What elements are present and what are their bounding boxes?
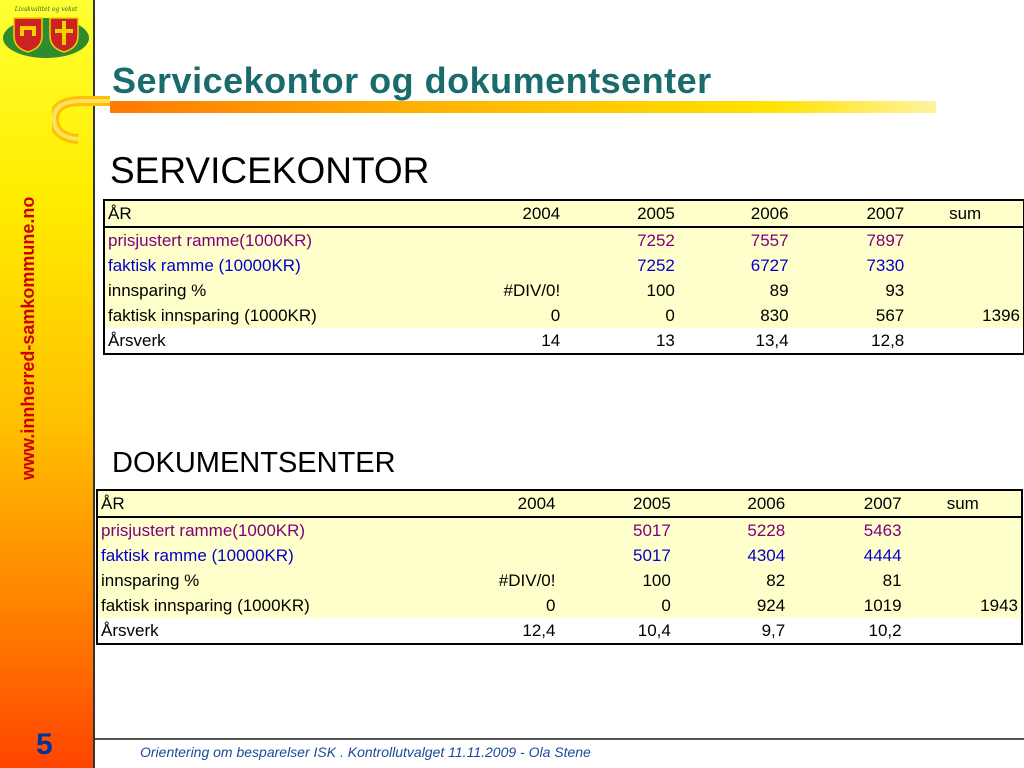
table-cell: #DIV/0! xyxy=(503,280,561,300)
row-label: faktisk ramme (10000KR) xyxy=(108,255,301,275)
table-cell: 7557 xyxy=(750,230,789,250)
table-row xyxy=(97,543,1022,568)
table-cell: 89 xyxy=(769,280,789,300)
table-cell: 1943 xyxy=(980,595,1018,615)
table-cell: 12,4 xyxy=(461,618,558,644)
table-cell xyxy=(466,253,563,278)
table-row xyxy=(104,253,1024,278)
table-cell: 1396 xyxy=(982,305,1020,325)
header-cell: 2006 xyxy=(674,490,788,517)
table-cell: 4304 xyxy=(747,545,786,565)
table-cell: 7252 xyxy=(637,255,675,275)
row-label: innsparing % xyxy=(108,280,207,300)
row-label: faktisk innsparing (1000KR) xyxy=(101,595,310,615)
header-cell: sum xyxy=(907,200,1024,227)
table-cell: 9,7 xyxy=(674,618,788,644)
table-cell: 7330 xyxy=(866,255,905,275)
table-cell: 0 xyxy=(546,595,556,615)
footer-divider xyxy=(95,738,1024,740)
table-cell: 5463 xyxy=(863,520,902,540)
table-cell: 5017 xyxy=(633,545,671,565)
row-label: prisjustert ramme(1000KR) xyxy=(101,520,306,540)
table-cell: 6727 xyxy=(750,255,789,275)
table-cell xyxy=(905,568,1022,593)
table-row xyxy=(104,328,1024,354)
table-cell: 1019 xyxy=(863,595,902,615)
table-cell: #DIV/0! xyxy=(498,570,556,590)
table-cell: 830 xyxy=(760,305,789,325)
table-cell: 924 xyxy=(756,595,786,615)
header-cell: sum xyxy=(905,490,1022,517)
logo-motto: Livskvalitet og vekst xyxy=(14,6,78,13)
table-row xyxy=(97,568,1022,593)
table-row xyxy=(97,618,1022,644)
row-label: Årsverk xyxy=(104,328,466,354)
row-label: prisjustert ramme(1000KR) xyxy=(108,230,313,250)
dokumentsenter-table xyxy=(96,489,1023,645)
table-cell: 5017 xyxy=(633,520,671,540)
table-cell: 13,4 xyxy=(678,328,792,354)
table-cell xyxy=(466,227,563,253)
table-cell: 14 xyxy=(466,328,563,354)
table-cell xyxy=(907,278,1024,303)
header-cell: 2005 xyxy=(563,200,678,227)
header-cell: 2004 xyxy=(466,200,563,227)
table-row xyxy=(104,303,1024,328)
page-title: Servicekontor og dokumentsenter xyxy=(112,60,712,101)
table-cell xyxy=(907,253,1024,278)
table-cell: 13 xyxy=(563,328,678,354)
table-cell xyxy=(905,543,1022,568)
table-row xyxy=(104,227,1024,253)
table-header-row xyxy=(97,490,1022,517)
table-cell: 82 xyxy=(766,570,786,590)
section-heading-servicekontor: SERVICEKONTOR xyxy=(110,150,430,191)
table-cell: 81 xyxy=(882,570,902,590)
row-label: innsparing % xyxy=(101,570,200,590)
table-cell: 4444 xyxy=(863,545,902,565)
table-cell xyxy=(907,328,1024,354)
table-cell: 12,8 xyxy=(792,328,908,354)
header-cell: 2006 xyxy=(678,200,792,227)
title-underline xyxy=(110,101,936,113)
header-cell: 2007 xyxy=(792,200,908,227)
table-cell: 10,4 xyxy=(558,618,673,644)
table-cell: 0 xyxy=(550,305,561,325)
header-cell: 2004 xyxy=(461,490,558,517)
table-cell: 0 xyxy=(665,305,675,325)
table-header-row xyxy=(104,200,1024,227)
table-cell xyxy=(461,517,558,543)
row-label: faktisk innsparing (1000KR) xyxy=(108,305,317,325)
table-cell: 100 xyxy=(646,280,675,300)
header-cell: 2005 xyxy=(558,490,673,517)
table-cell xyxy=(461,543,558,568)
table-cell xyxy=(907,227,1024,253)
table-row xyxy=(97,517,1022,543)
section-heading-dokumentsenter: DOKUMENTSENTER xyxy=(112,447,396,479)
row-label: Årsverk xyxy=(97,618,461,644)
website-url[interactable]: www.innherred-samkommune.no xyxy=(18,196,38,480)
table-cell xyxy=(905,517,1022,543)
row-label: faktisk ramme (10000KR) xyxy=(101,545,294,565)
table-cell xyxy=(905,618,1022,644)
table-row xyxy=(97,593,1022,618)
municipality-logo xyxy=(2,2,90,60)
table-cell: 5228 xyxy=(747,520,786,540)
slide-number: 5 xyxy=(36,728,53,761)
table-cell: 10,2 xyxy=(788,618,904,644)
header-cell: 2007 xyxy=(788,490,904,517)
table-cell: 7252 xyxy=(637,230,675,250)
table-cell: 7897 xyxy=(866,230,905,250)
table-cell: 0 xyxy=(661,595,671,615)
header-cell: ÅR xyxy=(104,200,466,227)
servicekontor-table xyxy=(103,199,1024,355)
table-row xyxy=(104,278,1024,303)
table-cell: 93 xyxy=(885,280,905,300)
table-cell: 567 xyxy=(875,305,905,325)
footer-text: Orientering om besparelser ISK . Kontrollutvalget 11.11.2009 - Ola Stene xyxy=(140,744,591,760)
header-cell: ÅR xyxy=(97,490,461,517)
table-cell: 100 xyxy=(642,570,671,590)
